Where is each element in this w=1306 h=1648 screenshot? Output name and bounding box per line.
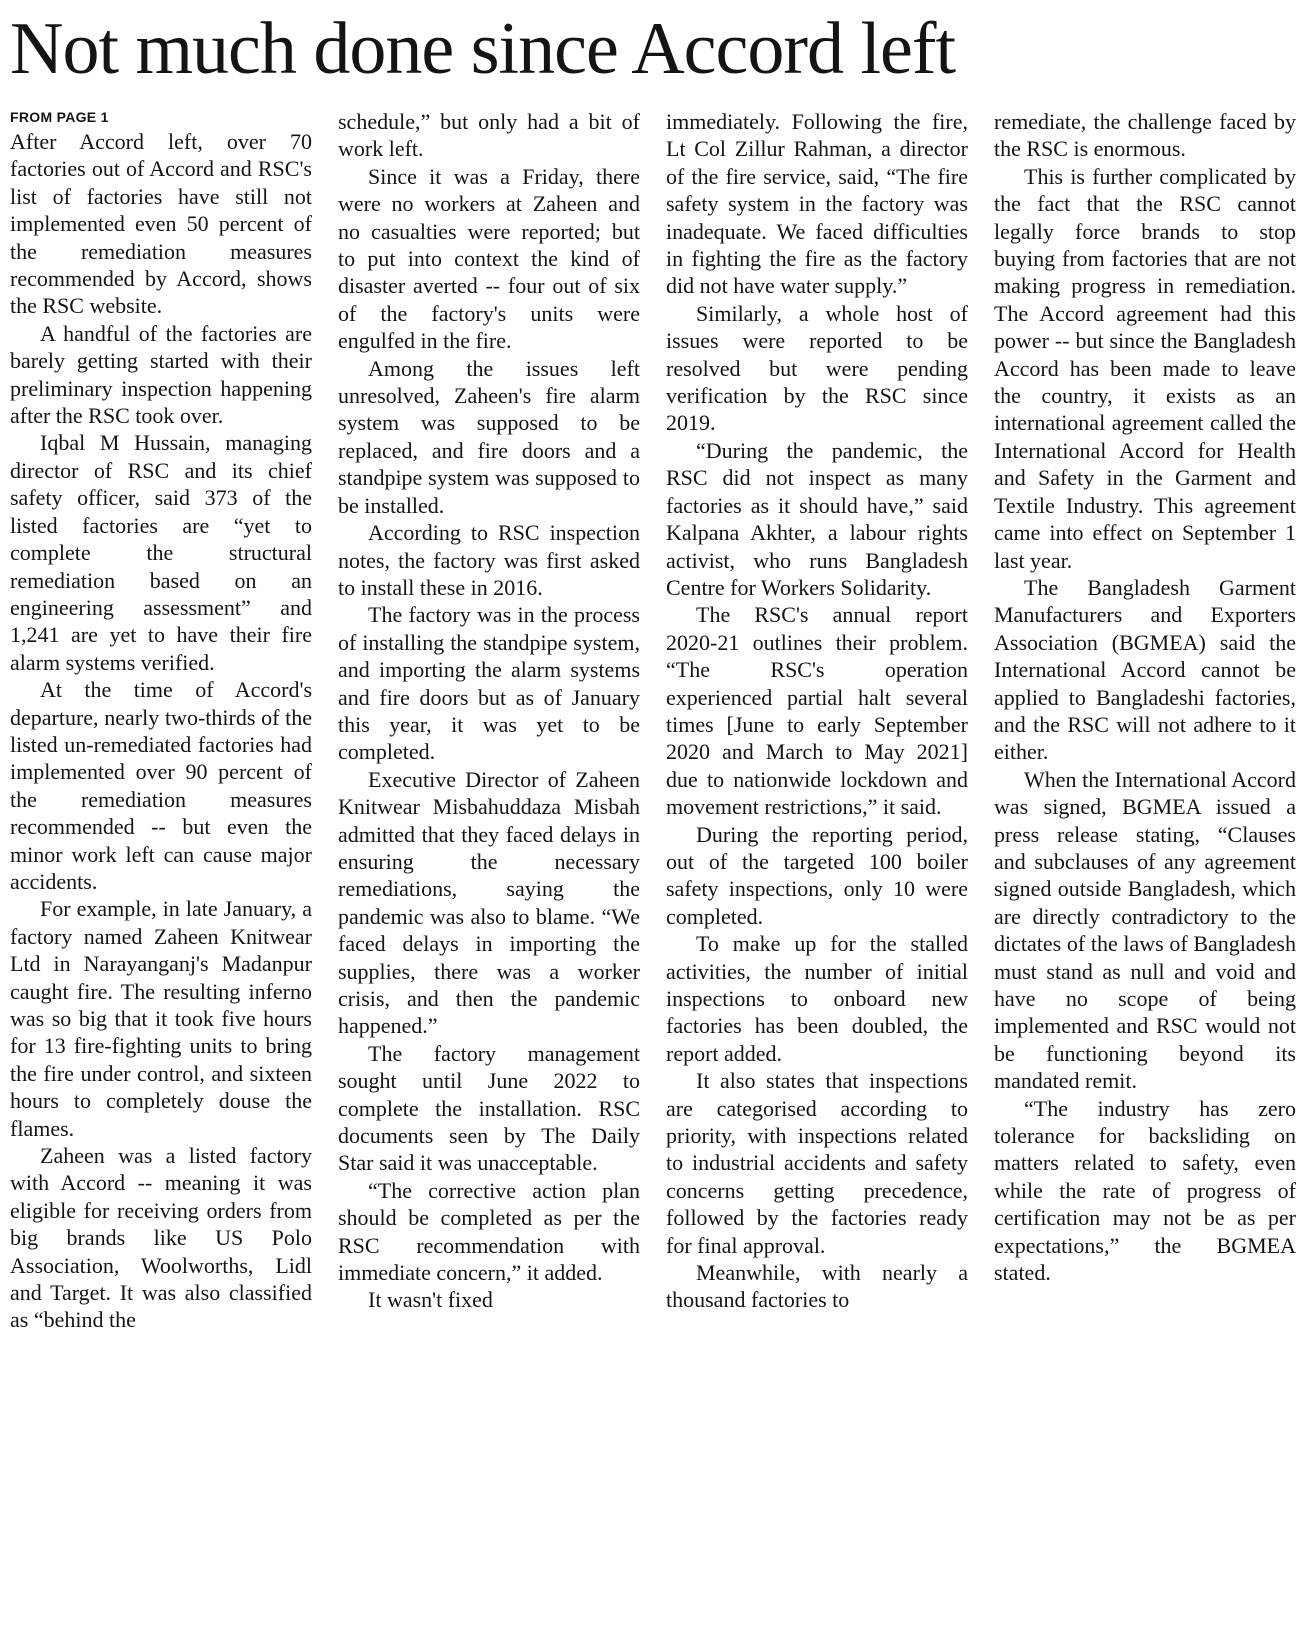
paragraph: Similarly, a whole host of issues were reported to be resolved but were pending verification by the RSC since 2019. xyxy=(666,300,968,436)
paragraph: It wasn't fixed xyxy=(368,1287,493,1313)
paragraph: “The corrective action plan should be completed as per the RSC recommendation with immediate concern,” it added. xyxy=(338,1177,640,1286)
article-column-4 xyxy=(994,108,1296,1638)
paragraph: It also states that inspections are categorised according to priority, with inspections related to industrial accidents and safety concerns getting precedence, followed by the factories ready for final approval. xyxy=(666,1068,968,1258)
paragraph: When the International Accord was signed, BGMEA issued a press release stating, “Clauses and subclauses of any agreement signed outside Bangladesh, which are directly contradictory to the dictates of the laws of Bangladesh must stand as null and void and have no scope of being implemented and RSC would not be functioning beyond its mandated remit. xyxy=(994,766,1296,1094)
paragraph: Among the issues left unresolved, Zaheen's fire alarm system was supposed to be replaced, and fire doors and a standpipe system was supposed to be installed. xyxy=(338,355,640,518)
paragraph: Zaheen was a listed factory with Accord -- meaning it was eligible for receiving orders from big brands like US Polo Association, Woolworths, Lidl and Target. It was also classified as “behind the xyxy=(10,1143,312,1333)
paragraph: The RSC's annual report 2020-21 outlines their problem. “The RSC's operation experienced partial halt several times [June to early September 2020 and March to May 2021] due to nationwide lockdown and movement restrictions,” it said. xyxy=(666,602,968,820)
paragraph: At the time of Accord's departure, nearly two-thirds of the listed un-remediated factories had implemented over 90 percent of the remediation measures recommended -- but even the minor work left can cause major accidents. xyxy=(10,677,312,894)
paragraph: “During the pandemic, the RSC did not inspect as many factories as it should have,” said Kalpana Akhter, a labour rights activist, who runs Bangladesh Centre for Workers Solidarity. xyxy=(666,437,968,600)
paragraph: For example, in late January, a factory named Zaheen Knitwear Ltd in Narayanganj's Madanpur caught fire. The resulting inferno was so big that it took five hours for 13 fire-fighting units to bring the fire under control, and sixteen hours to completely douse the flames. xyxy=(10,896,312,1141)
paragraph: To make up for the stalled activities, the number of initial inspections to onboard new factories has been doubled, the report added. xyxy=(666,931,968,1066)
paragraph: schedule,” but only had a bit of work left. xyxy=(338,109,640,162)
paragraph: Executive Director of Zaheen Knitwear Misbahuddaza Misbah admitted that they faced delays in ensuring the necessary remediations, saying the pandemic was also to blame. “We faced delays in importing the supplies, there was a worker crisis, and then the pandemic happened.” xyxy=(338,766,640,1039)
paragraph: Since it was a Friday, there were no workers at Zaheen and no casualties were reported; but to put into context the kind of disaster averted -- four out of six of the factory's units were engulfed in the fire. xyxy=(338,163,640,354)
paragraph: According to RSC inspection notes, the factory was first asked to install these in 2016. xyxy=(338,520,640,600)
article-column-2 xyxy=(338,108,640,1638)
paragraph: During the reporting period, out of the targeted 100 boiler safety inspections, only 10 were completed. xyxy=(666,821,968,929)
article-column-1 xyxy=(10,108,312,1638)
paragraph: The factory management sought until June 2022 to complete the installation. RSC documents seen by The Daily Star said it was unacceptable. xyxy=(338,1040,640,1176)
paragraph: After Accord left, over 70 factories out of Accord and RSC's list of factories have still not implemented even 50 percent of the remediation measures recommended by Accord, shows the RSC website. xyxy=(10,129,312,319)
paragraph: Iqbal M Hussain, managing director of RSC and its chief safety officer, said 373 of the listed factories are “yet to complete the structural remediation based on an engineering assessment” and 1,241 are yet to have their fire alarm systems verified. xyxy=(10,430,312,675)
paragraph: Meanwhile, with nearly a thousand factories to xyxy=(666,1260,968,1313)
paragraph: A handful of the factories are barely getting started with their preliminary inspection happening after the RSC took over. xyxy=(10,320,312,429)
continuation-kicker: FROM PAGE 1 xyxy=(10,109,109,125)
paragraph: The factory was in the process of installing the standpipe system, and importing the alarm systems and fire doors but as of January this year, it was yet to be completed. xyxy=(338,602,640,765)
paragraph: This is further complicated by the fact that the RSC cannot legally force brands to stop buying from factories that are not making progress in remediation. The Accord agreement had this power -- but since the Bangladesh Accord has been made to leave the country, it exists as an international agreement called the International Accord for Health and Safety in the Garment and Textile Industry. This agreement came into effect on September 1 last year. xyxy=(994,163,1296,573)
article-column-3 xyxy=(666,108,968,1638)
paragraph: The Bangladesh Garment Manufacturers and Exporters Association (BGMEA) said the International Accord cannot be applied to Bangladeshi factories, and the RSC will not adhere to it either. xyxy=(994,574,1296,765)
headline: Not much done since Accord left xyxy=(10,8,956,90)
paragraph: immediately. Following the fire, Lt Col Zillur Rahman, a director of the fire service, said, “The fire safety system in the factory was inadequate. We faced difficulties in fighting the fire as the factory did not have water supply.” xyxy=(666,109,968,299)
article-body xyxy=(10,108,1296,1638)
paragraph: “The industry has zero tolerance for backsliding on matters related to safety, even while the rate of progress of certification may not be as per expectations,” the BGMEA stated. xyxy=(994,1095,1296,1286)
paragraph: remediate, the challenge faced by the RSC is enormous. xyxy=(994,109,1296,162)
